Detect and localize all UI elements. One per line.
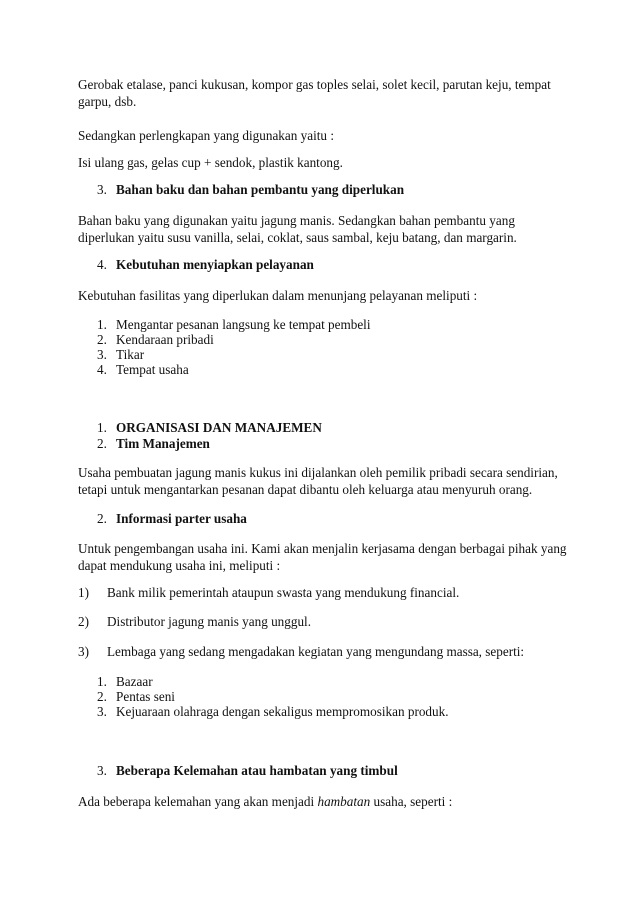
partner-list-item [78,613,311,630]
heading-number: 2. [97,511,107,526]
paragraph-line: tetapi untuk mengantarkan pesanan dapat dibantu oleh keluarga atau menyuruh orang. [78,482,533,497]
list-text: Pentas seni [116,689,175,704]
paragraph-line: diperlukan yaitu susu vanilla, selai, coklat, saus sambal, keju batang, dan margarin. [78,230,517,245]
paragraph-line: dapat mendukung usaha ini, meliputi : [78,558,281,573]
paragraph-line: Untuk pengembangan usaha ini. Kami akan menjalin kerjasama dengan berbagai pihak yang [78,541,567,556]
paragraph-text: Ada beberapa kelemahan yang akan menjadi [78,794,318,809]
heading-number: 4. [97,257,107,272]
list-number: 4. [97,362,107,377]
paragraph-kelemahan [78,793,568,810]
paragraph-line: Gerobak etalase, panci kukusan, kompor gas toples selai, solet kecil, parutan keju, tempat [78,77,551,92]
paragraph-isi-ulang: Isi ulang gas, gelas cup + sendok, plastik kantong. [78,155,343,170]
list-number: 2) [78,614,89,629]
paragraph-text: usaha, seperti : [370,794,453,809]
heading-tim-manajemen [97,435,210,452]
heading-text: Beberapa Kelemahan atau hambatan yang timbul [116,763,398,778]
heading-number: 2. [97,436,107,451]
paragraph-bahan [78,212,568,246]
heading-text: Tim Manajemen [116,436,210,451]
paragraph-intro [78,76,568,110]
list-item [97,361,189,378]
heading-number: 1. [97,420,107,435]
paragraph-perlengkapan: Sedangkan perlengkapan yang digunakan yaitu : [78,128,334,143]
paragraph-line: Bahan baku yang digunakan yaitu jagung manis. Sedangkan bahan pembantu yang [78,213,515,228]
list-number: 3) [78,644,89,659]
list-text: Kendaraan pribadi [116,332,214,347]
list-text: Tempat usaha [116,362,189,377]
list-text: Kejuaraan olahraga dengan sekaligus mempromosikan produk. [116,704,449,719]
list-text: Distributor jagung manis yang unggul. [107,614,312,629]
heading-text: Kebutuhan menyiapkan pelayanan [116,257,314,272]
heading-bahan-baku [97,181,404,198]
paragraph-line: Usaha pembuatan jagung manis kukus ini dijalankan oleh pemilik pribadi secara sendirian, [78,465,558,480]
list-number: 3. [97,704,107,719]
heading-text: ORGANISASI DAN MANAJEMEN [116,420,322,435]
heading-kebutuhan [97,256,314,273]
paragraph-line: garpu, dsb. [78,94,137,109]
heading-informasi-parter [97,510,247,527]
list-number: 3. [97,347,107,362]
heading-number: 3. [97,763,107,778]
list-text: Bazaar [116,674,153,689]
list-text: Lembaga yang sedang mengadakan kegiatan yang mengundang massa, seperti: [107,644,525,659]
list-item [97,703,449,720]
list-number: 2. [97,332,107,347]
list-number: 1) [78,585,89,600]
paragraph-kebutuhan: Kebutuhan fasilitas yang diperlukan dalam menunjang pelayanan meliputi : [78,288,478,303]
partner-list-item [78,584,459,601]
heading-organisasi [97,419,322,436]
list-number: 1. [97,317,107,332]
list-number: 2. [97,689,107,704]
emphasis-text: hambatan [317,794,371,809]
list-text: Mengantar pesanan langsung ke tempat pembeli [116,317,371,332]
partner-list-item [78,643,524,660]
heading-text: Bahan baku dan bahan pembantu yang diperlukan [116,182,405,197]
list-text: Bank milik pemerintah ataupun swasta yang mendukung financial. [107,585,460,600]
list-number: 1. [97,674,107,689]
list-text: Tikar [116,347,145,362]
paragraph-usaha [78,464,568,498]
heading-kelemahan [97,762,398,779]
paragraph-pengembangan [78,540,568,574]
heading-number: 3. [97,182,107,197]
heading-text: Informasi parter usaha [116,511,247,526]
